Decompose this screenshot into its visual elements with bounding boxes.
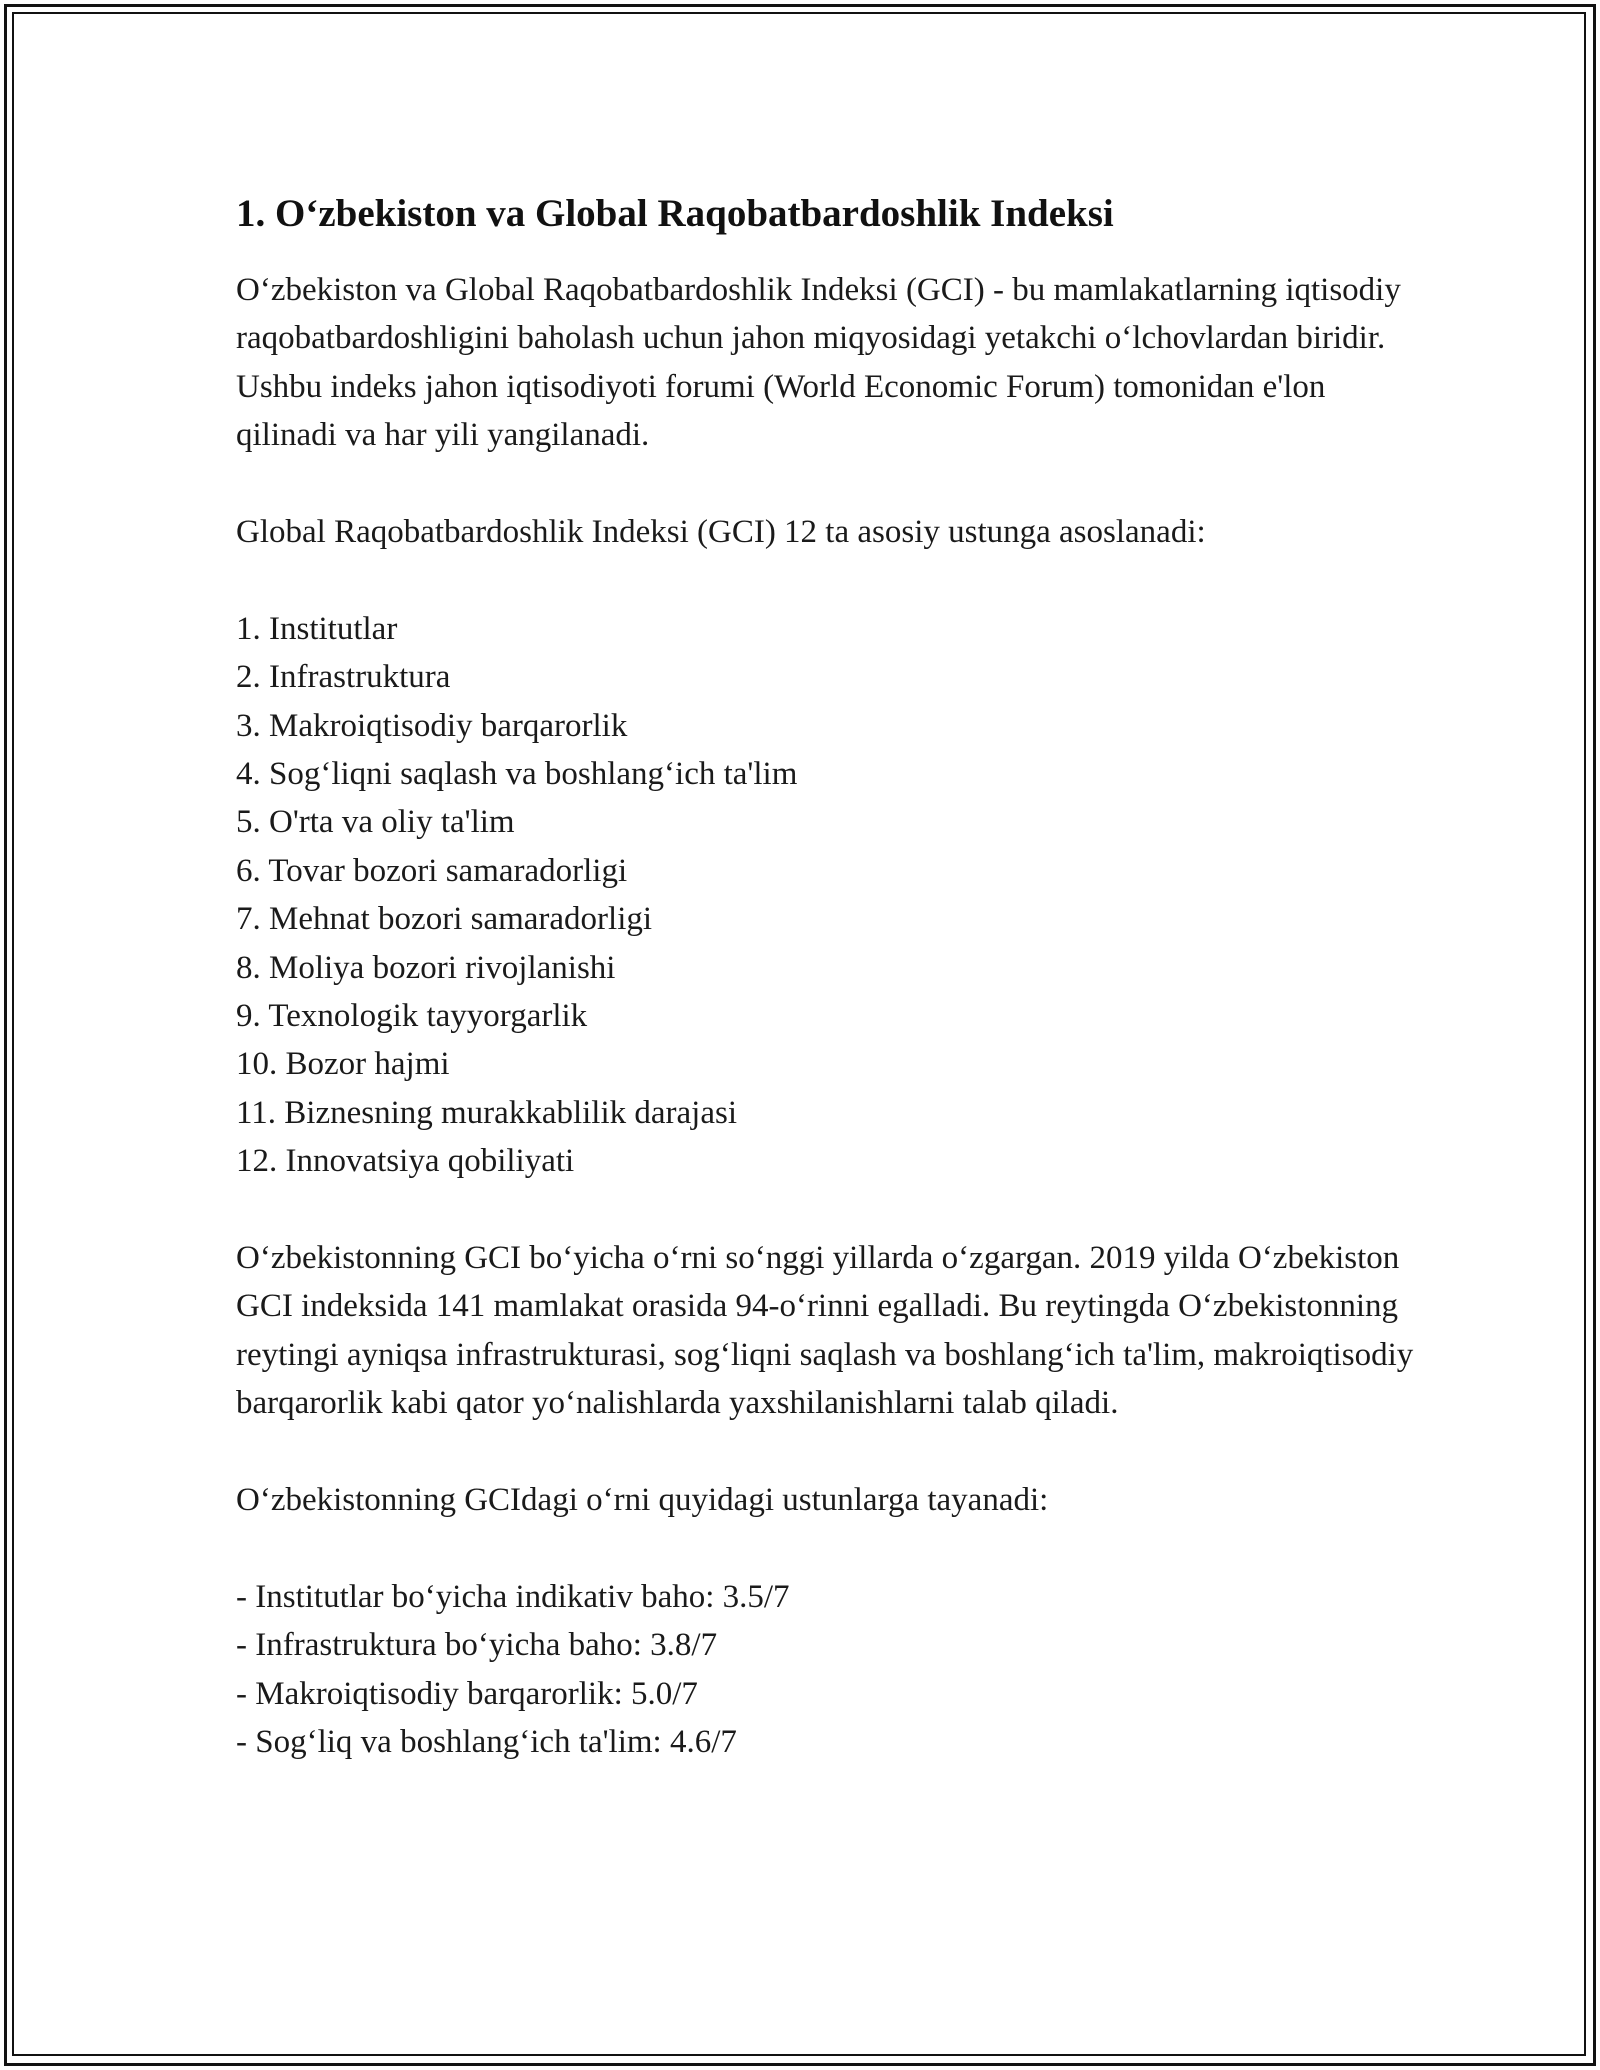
ranking-paragraph: Oʻzbekistonning GCI boʻyicha oʻrni soʻnggi yillarda oʻzgargan. 2019 yilda Oʻzbekiston GCI indeksida 141 mamlakat orasida 94-oʻrinni egalladi. Bu reytingda Oʻzbekistonning reytingi ayniqsa infrastrukturasi, sogʻliqni saqlash va boshlangʻich ta'lim, makroiqtisodiy barqarorlik kabi qator yoʻnalishlarda yaxshilanishlarni talab qiladi. [236, 1240, 1414, 1422]
pillar-item: 10. Bozor hajmi [236, 1046, 450, 1083]
paragraph-gap [236, 556, 1416, 604]
pillar-item: 8. Moliya bozori rivojlanishi [236, 949, 616, 986]
pillar-item: 12. Innovatsiya qobiliyati [236, 1143, 575, 1180]
paragraph-gap [236, 1525, 1416, 1573]
scores-intro: Oʻzbekistonning GCIdagi oʻrni quyidagi ustunlarga tayanadi: [236, 1482, 1049, 1519]
pillars-list [236, 605, 1416, 1186]
pillar-item: 9. Texnologik tayyorgarlik [236, 998, 588, 1035]
score-item: - Infrastruktura boʻyicha baho: 3.8/7 [236, 1627, 718, 1664]
pillars-intro: Global Raqobatbardoshlik Indeksi (GCI) 12 ta asosiy ustunga asoslanadi: [236, 514, 1206, 551]
paragraph-gap [236, 1186, 1416, 1234]
score-item: - Sogʻliq va boshlangʻich ta'lim: 4.6/7 [236, 1724, 737, 1761]
section-heading: 1. Oʻzbekiston va Global Raqobatbardoshlik Indeksi [236, 192, 1114, 235]
document-body [236, 184, 1416, 1767]
pillar-item: 1. Institutlar [236, 610, 398, 647]
pillar-item: 4. Sogʻliqni saqlash va boshlangʻich ta'lim [236, 756, 798, 793]
scores-list [236, 1573, 1416, 1767]
pillar-item: 5. O'rta va oliy ta'lim [236, 804, 515, 841]
pillar-item: 3. Makroiqtisodiy barqarorlik [236, 707, 628, 744]
score-item: - Institutlar boʻyicha indikativ baho: 3.5/7 [236, 1578, 790, 1615]
paragraph-gap [236, 1428, 1416, 1476]
paragraph-gap [236, 460, 1416, 508]
pillar-item: 6. Tovar bozori samaradorligi [236, 852, 628, 889]
pillar-item: 2. Infrastruktura [236, 659, 451, 696]
pillar-item: 7. Mehnat bozori samaradorligi [236, 901, 653, 938]
score-item: - Makroiqtisodiy barqarorlik: 5.0/7 [236, 1675, 698, 1712]
intro-paragraph: Oʻzbekiston va Global Raqobatbardoshlik Indeksi (GCI) - bu mamlakatlarning iqtisodiy raqobatbardoshligini baholash uchun jahon miqyosidagi yetakchi oʻlchovlardan biridir. Ushbu indeks jahon iqtisodiyoti forumi (World Economic Forum) tomonidan e'lon qilinadi va har yili yangilanadi. [236, 272, 1401, 454]
pillar-item: 11. Biznesning murakkablilik darajasi [236, 1094, 737, 1131]
